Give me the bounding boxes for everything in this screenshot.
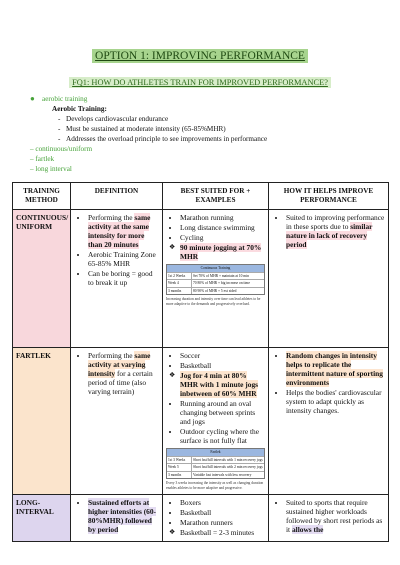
notes-point: - Must be sustained at moderate intensity (65-85%MHR) [30,124,380,134]
mini-caption: Every 3 weeks increasing the intensity as well as changing duration enables athletes to be more adaptive and progressive. [166,481,264,490]
notes-type: – long interval [30,165,72,173]
notes-heading: aerobic training [42,95,88,103]
table-header-row [13,183,389,210]
notes-point: - Develops cardiovascular endurance [30,114,380,124]
mini-table: Continuous Training 1st 2 Weeks Set 70% of MHR + maintain at 10 min Week 4 70 80% of MHR + big increase on time 3 months 80 90% of MHR + 5 ext sided [166,264,265,295]
header-definition: DEFINITION [71,183,163,210]
method-cell: FARTLEK [13,348,71,495]
notes-point: - Addresses the overload principle to see improvements in performance [30,134,380,144]
notes-type: – continuous/uniform [30,145,93,153]
examples-cell: • Marathon running • Long distance swimming • Cycling ❖ 90 minute jogging at 70% MHR Continuous Training 1st 2 Weeks Set 70% of MHR + maintain at 10 min Week 4 70 80% of MHR + big increase on time 3 months 80 90% of MHR + 5 ext sided Increasing duration and intensity over time can lead athletes to be more adaptive to the demands and progressively overload. [163,210,269,348]
method-cell: LONG-INTERVAL [13,494,71,541]
header-examples: BEST SUITED FOR + EXAMPLES [163,183,269,210]
header-helps: HOW IT HELPS IMPROVE PERFORMANCE [269,183,389,210]
focus-question: FQ1: HOW DO ATHLETES TRAIN FOR IMPROVED PERFORMANCE? [0,72,400,90]
method-cell: CONTINUOUS/ UNIFORM [13,210,71,348]
table-row [13,348,389,495]
examples-cell: • Soccer • Basketball ❖ Jog for 4 min at 80% MHR with 1 minute jogs inbetween of 60% MHR • Running around an oval changing between sprints and jogs • Outdoor cycling where the surface is not fully flat Fartlek 1st 3 Weeks Short fast/hill intervals with 1 min recovery jogs Week 5 Short fast/hill intervals with 2 min recovery jogs 3 months Variable fast intervals with less recovery Every 3 weeks increasing the intensity as well as changing duration enables athletes to be more adaptive and progressive. [163,348,269,495]
definition-cell: • Performing the same activity at the same intensity for more than 20 minutes • Aerobic Training Zone 65-85% MHR • Can be boring = good to break it up [71,210,163,348]
table-row [13,494,389,541]
helps-cell: • Random changes in intensity helps to replicate the intermittent nature of sporting environments • Helps the bodies' cardiovascular system to adapt quickly as intensity changes. [269,348,389,495]
table-row [13,210,389,348]
header-method: TRAINING METHOD [13,183,71,210]
mini-table: Fartlek 1st 3 Weeks Short fast/hill intervals with 1 min recovery jogs Week 5 Short fast/hill intervals with 2 min recovery jogs 3 months Variable fast intervals with less recovery [166,448,265,479]
helps-cell: • Suited to sports that require sustained higher workloads followed by short rest periods as it allows the [269,494,389,541]
definition-cell: • Sustained efforts at higher intensities (60-80%MHR) followed by period [71,494,163,541]
bullet-icon: ● [30,94,35,103]
mini-caption: Increasing duration and intensity over time can lead athletes to be more adaptive to the demands and progressively overload. [166,297,261,306]
definition-cell: • Performing the same activity at varying intensity for a certain period of time (also varying terrain) [71,348,163,495]
examples-cell: • Boxers • Basketball • Marathon runners ❖ Basketball = 2-3 minutes [163,494,269,541]
notes-type: – fartlek [30,155,55,163]
notes-subheading: Aerobic Training: [52,105,107,113]
page-title: OPTION 1: IMPROVING PERFORMANCE [0,46,400,64]
training-methods-table [12,182,389,542]
notes-section [30,94,380,174]
helps-cell: • Suited to improving performance in these sports due to similar nature in lack of recovery period [269,210,389,348]
